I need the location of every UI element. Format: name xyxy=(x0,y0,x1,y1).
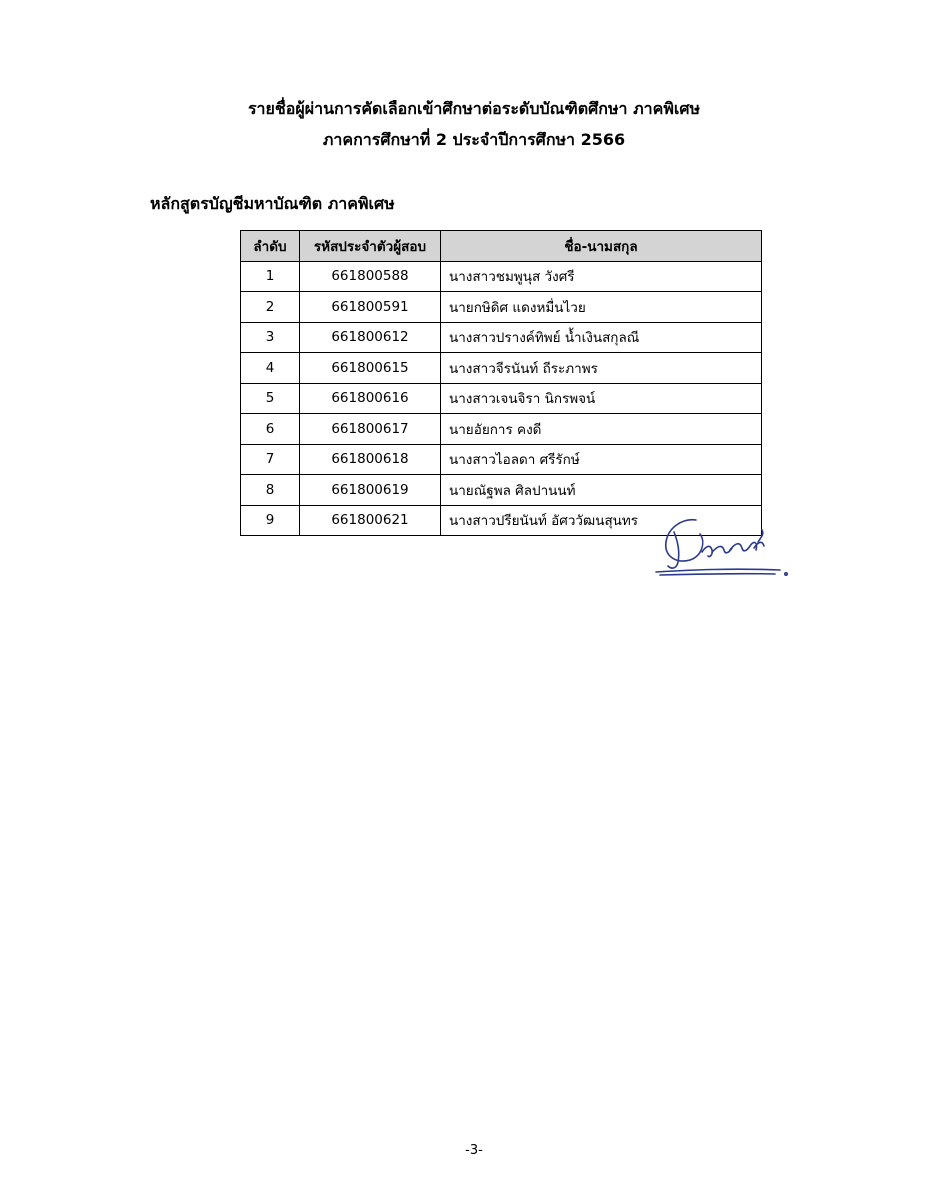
title-line-2: ภาคการศึกษาที่ 2 ประจำปีการศึกษา 2566 xyxy=(322,130,626,149)
cell-order: 7 xyxy=(241,444,300,475)
page-number: -3- xyxy=(465,1143,483,1158)
table-row xyxy=(241,414,762,445)
cell-full-name: นายณัฐพล ศิลปานนท์ xyxy=(441,475,762,506)
cell-full-name: นางสาวไอลดา ศรีรักษ์ xyxy=(441,444,762,475)
cell-full-name: นางสาวปรางค์ทิพย์ น้ำเงินสกุลณี xyxy=(441,322,762,353)
cell-full-name: นางสาวชมพูนุส วังศรี xyxy=(441,261,762,292)
cell-exam-id: 661800615 xyxy=(300,353,441,384)
cell-exam-id: 661800619 xyxy=(300,475,441,506)
table-header-row xyxy=(241,231,762,262)
cell-order: 8 xyxy=(241,475,300,506)
cell-exam-id: 661800616 xyxy=(300,383,441,414)
cell-order: 2 xyxy=(241,292,300,323)
cell-order: 4 xyxy=(241,353,300,384)
cell-full-name: นายกษิดิศ แดงหมื่นไวย xyxy=(441,292,762,323)
cell-order: 6 xyxy=(241,414,300,445)
program-heading: หลักสูตรบัญชีมหาบัณฑิต ภาคพิเศษ xyxy=(150,194,395,213)
cell-full-name: นางสาวจีรนันท์ ถีระภาพร xyxy=(441,353,762,384)
cell-exam-id: 661800588 xyxy=(300,261,441,292)
table-row xyxy=(241,292,762,323)
table-row xyxy=(241,353,762,384)
cell-exam-id: 661800618 xyxy=(300,444,441,475)
cell-full-name: นายอัยการ คงดี xyxy=(441,414,762,445)
cell-exam-id: 661800612 xyxy=(300,322,441,353)
handwritten-signature xyxy=(650,512,795,584)
table-row xyxy=(241,383,762,414)
cell-exam-id: 661800591 xyxy=(300,292,441,323)
cell-exam-id: 661800617 xyxy=(300,414,441,445)
cell-exam-id: 661800621 xyxy=(300,505,441,536)
table-row xyxy=(241,475,762,506)
column-header-order: ลำดับ xyxy=(241,231,300,262)
table-row xyxy=(241,322,762,353)
candidate-table xyxy=(240,230,762,536)
cell-order: 3 xyxy=(241,322,300,353)
cell-order: 1 xyxy=(241,261,300,292)
cell-order: 9 xyxy=(241,505,300,536)
title-line-1: รายชื่อผู้ผ่านการคัดเลือกเข้าศึกษาต่อระดับบัณฑิตศึกษา ภาคพิเศษ xyxy=(247,99,701,118)
cell-order: 5 xyxy=(241,383,300,414)
cell-full-name: นางสาวเจนจิรา นิกรพจน์ xyxy=(441,383,762,414)
cell-full-name: นางสาวปรียนันท์ อัศววัฒนสุนทร xyxy=(441,505,762,536)
column-header-exam-id: รหัสประจำตัวผู้สอบ xyxy=(300,231,441,262)
document-title xyxy=(0,93,928,155)
table-row xyxy=(241,444,762,475)
column-header-full-name: ชื่อ-นามสกุล xyxy=(441,231,762,262)
table-row xyxy=(241,261,762,292)
